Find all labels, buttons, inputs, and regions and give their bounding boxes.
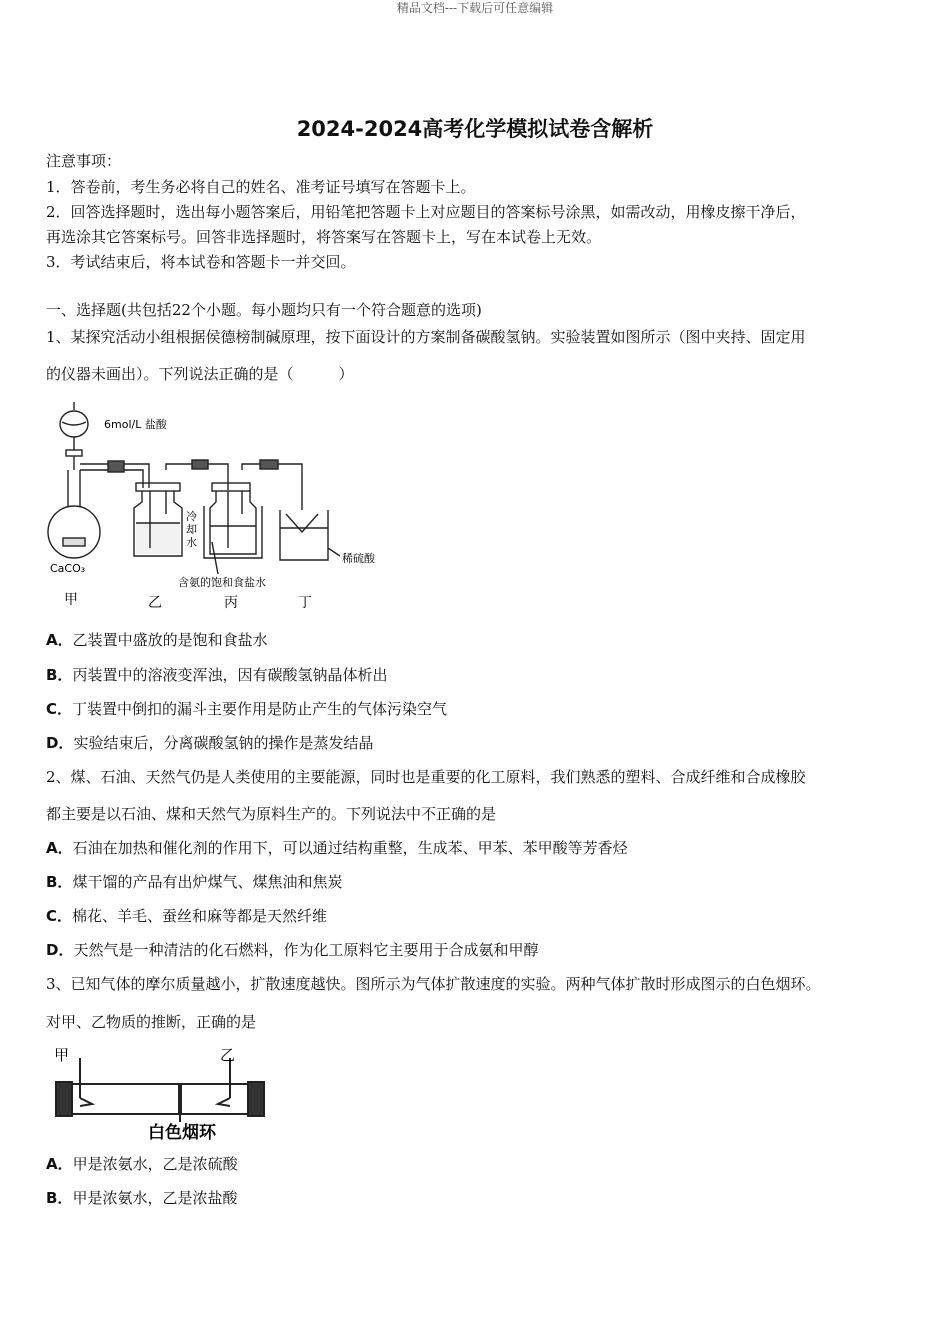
page-header: 精品文档---下载后可任意编辑 bbox=[396, 1, 554, 15]
q1-apparatus-figure bbox=[44, 398, 394, 613]
label-cooling-1: 冷 bbox=[186, 510, 197, 523]
q2-stem: 2、煤、石油、天然气仍是人类使用的主要能源，同时也是重要的化工原料，我们熟悉的塑料、合成纤维和合成橡胶 bbox=[46, 768, 806, 786]
label-jia: 甲 bbox=[64, 592, 78, 608]
notice-item: 3．考试结束后，将本试卷和答题卡一并交回。 bbox=[46, 253, 356, 271]
label-cooling-3: 水 bbox=[186, 536, 197, 549]
label-caco3: CaCO₃ bbox=[50, 562, 86, 575]
q1-stem-cont: 的仪器未画出）。下列说法正确的是（ ） bbox=[46, 365, 354, 383]
q2-stem-cont: 都主要是以石油、煤和天然气为原料生产的。下列说法中不正确的是 bbox=[46, 805, 497, 823]
label-white-smoke-ring: 白色烟环 bbox=[148, 1123, 216, 1143]
label-cooling-2: 却 bbox=[186, 523, 197, 536]
q2-option-b: B．煤干馏的产品有出炉煤气、煤焦油和焦炭 bbox=[46, 873, 343, 891]
page-title: 2024-2024高考化学模拟试卷含解析 bbox=[296, 117, 654, 141]
label-jia: 甲 bbox=[54, 1046, 70, 1064]
q1-stem: 1、某探究活动小组根据侯德榜制碱原理，按下面设计的方案制备碳酸氢钠。实验装置如图所示（图中夹持、固定用 bbox=[46, 328, 806, 346]
q3-option-a: A．甲是浓氨水，乙是浓硫酸 bbox=[46, 1155, 238, 1173]
notice-item: 2．回答选择题时，选出每小题答案后，用铅笔把答题卡上对应题目的答案标号涂黑，如需改动，用橡皮擦干净后， bbox=[46, 203, 806, 221]
q2-option-a: A．石油在加热和催化剂的作用下，可以通过结构重整，生成苯、甲苯、苯甲酸等芳香烃 bbox=[46, 839, 628, 857]
q2-option-d: D．天然气是一种清洁的化石燃料，作为化工原料它主要用于合成氨和甲醇 bbox=[46, 941, 539, 959]
label-brine: 含氨的饱和食盐水 bbox=[178, 576, 266, 589]
q3-option-b: B．甲是浓氨水，乙是浓盐酸 bbox=[46, 1189, 238, 1207]
section-heading: 一、选择题(共包括22个小题。每小题均只有一个符合题意的选项) bbox=[46, 301, 482, 319]
q1-option-c: C．丁装置中倒扣的漏斗主要作用是防止产生的气体污染空气 bbox=[46, 700, 448, 718]
label-acid: 6mol/L 盐酸 bbox=[104, 418, 167, 431]
q3-stem-cont: 对甲、乙物质的推断，正确的是 bbox=[46, 1013, 257, 1031]
q1-option-a: A．乙装置中盛放的是饱和食盐水 bbox=[46, 631, 268, 649]
label-ding: 丁 bbox=[298, 595, 312, 611]
notice-item: 1．答卷前，考生务必将自己的姓名、准考证号填写在答题卡上。 bbox=[46, 178, 476, 196]
q2-option-c: C．棉花、羊毛、蚕丝和麻等都是天然纤维 bbox=[46, 907, 328, 925]
q1-option-d: D．实验结束后，分离碳酸氢钠的操作是蒸发结晶 bbox=[46, 734, 374, 752]
q1-option-b: B．丙装置中的溶液变浑浊，因有碳酸氢钠晶体析出 bbox=[46, 666, 388, 684]
label-dilute-acid: 稀硫酸 bbox=[342, 552, 375, 565]
label-bing: 丙 bbox=[224, 595, 238, 611]
label-yi: 乙 bbox=[148, 595, 162, 611]
notice-heading: 注意事项： bbox=[46, 152, 122, 170]
q3-stem: 3、已知气体的摩尔质量越小，扩散速度越快。图所示为气体扩散速度的实验。两种气体扩散时形成图示的白色烟环。 bbox=[46, 975, 821, 993]
q3-diffusion-figure bbox=[52, 1044, 272, 1144]
notice-item: 再选涂其它答案标号。回答非选择题时，将答案写在答题卡上，写在本试卷上无效。 bbox=[46, 228, 602, 246]
label-yi: 乙 bbox=[220, 1046, 236, 1064]
